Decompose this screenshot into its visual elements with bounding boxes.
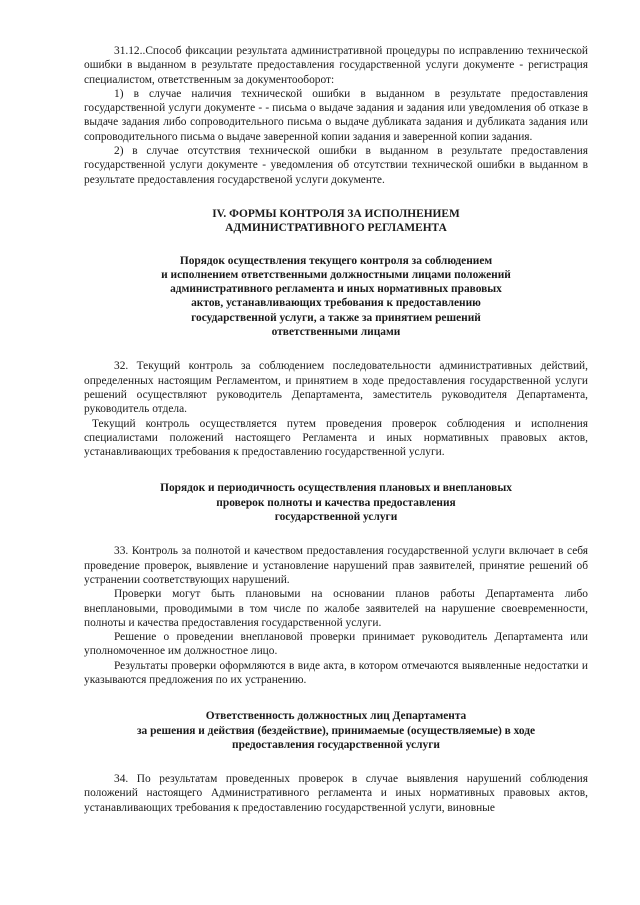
- section-iv-title-line: IV. ФОРМЫ КОНТРОЛЯ ЗА ИСПОЛНЕНИЕМ: [212, 207, 460, 220]
- paragraph-31-12: 31.12..Способ фиксации результата административной процедуры по исправлению технической ошибки в выданном в результате предоставления государственной услуги документе - регистрация специалистом, ответственным за документооборот:: [84, 45, 588, 86]
- heading-line: актов, устанавливающих требования к предоставлению: [191, 297, 481, 310]
- section-iv-title-line: АДМИНИСТРАТИВНОГО РЕГЛАМЕНТА: [225, 222, 447, 235]
- heading-line: государственной услуги: [274, 511, 398, 524]
- heading-line: Порядок осуществления текущего контроля за соблюдением: [179, 254, 493, 267]
- paragraph-34: 34. По результатам проведенных проверок в случае выявления нарушений соблюдения положений настоящего Административного регламента и иных нормативных правовых актов, устанавливающих требования к предоставлению государственной услуги, виновные: [84, 773, 588, 814]
- heading-line: предоставления государственной услуги: [232, 738, 440, 751]
- heading-line: проверок полноты и качества предоставления: [216, 496, 456, 509]
- paragraph-31-12-item-1: 1) в случае наличия технической ошибки в выданном в результате предоставления государственной услуги документе - - письма о выдаче задания и задания или уведомления об отказе в выдаче задания либо сопроводительного письма о выдаче дубликата задания и дубликата задания или сопроводительного письма о выдаче заверенной копии задания и заверенной копии задания.: [84, 87, 588, 143]
- paragraph-33-b: Проверки могут быть плановыми на основании планов работы Департамента либо внеплановыми, проводимыми в том числе по жалобе заявителей на нарушение своевременности, полноты и качества предоставления государственной услуги.: [84, 588, 588, 629]
- heading-line: ответственными лицами: [271, 326, 401, 339]
- paragraph-33: 33. Контроль за полнотой и качеством предоставления государственной услуги включает в себя проведение проверок, выявление и установление нарушений прав заявителей, принятие решений об устранении соответствующих нарушений.: [84, 545, 588, 586]
- heading-line: Ответственность должностных лиц Департамента: [205, 710, 467, 723]
- paragraph-33-c: Решение о проведении внеплановой проверки принимает руководитель Департамента или уполномоченное им должностное лицо.: [84, 631, 588, 658]
- heading-line: Порядок и периодичность осуществления плановых и внеплановых: [160, 482, 512, 495]
- paragraph-31-12-item-2: 2) в случае отсутствия технической ошибки в выданном в результате предоставления государственной услуги документе - уведомления об отсутствии технической ошибки в выданном в результате предоставления государственой услуги документе.: [84, 145, 588, 186]
- heading-line: административного регламента и иных нормативных правовых: [170, 283, 502, 296]
- paragraph-33-d: Результаты проверки оформляются в виде акта, в котором отмечаются выявленные недостатки и указываются предложения по их устранению.: [84, 659, 588, 686]
- heading-line: государственной услуги, а также за принятием решений: [191, 311, 481, 324]
- paragraph-32-b: Текущий контроль осуществляется путем проведения проверок соблюдения и исполнения специалистами положений настоящего Регламента и иных нормативных правовых актов, устанавливающих требования к предоставлению государственной услуги.: [84, 417, 588, 459]
- heading-line: за решения и действия (бездействие), принимаемые (осуществляемые) в ходе: [136, 724, 536, 737]
- section-iv-title: [84, 207, 588, 236]
- heading-responsibility: [84, 709, 588, 752]
- paragraph-32: 32. Текущий контроль за соблюдением последовательности административных действий, определенных настоящим Регламентом, и принятием в ходе предоставления государственной услуги решений осуществляют руководитель Департамента, заместитель руководителя Департамента, руководитель отдела.: [84, 360, 588, 416]
- heading-current-control: [84, 254, 588, 340]
- heading-line: и исполнением ответственными должностными лицами положений: [161, 268, 511, 281]
- heading-checks: [84, 481, 588, 524]
